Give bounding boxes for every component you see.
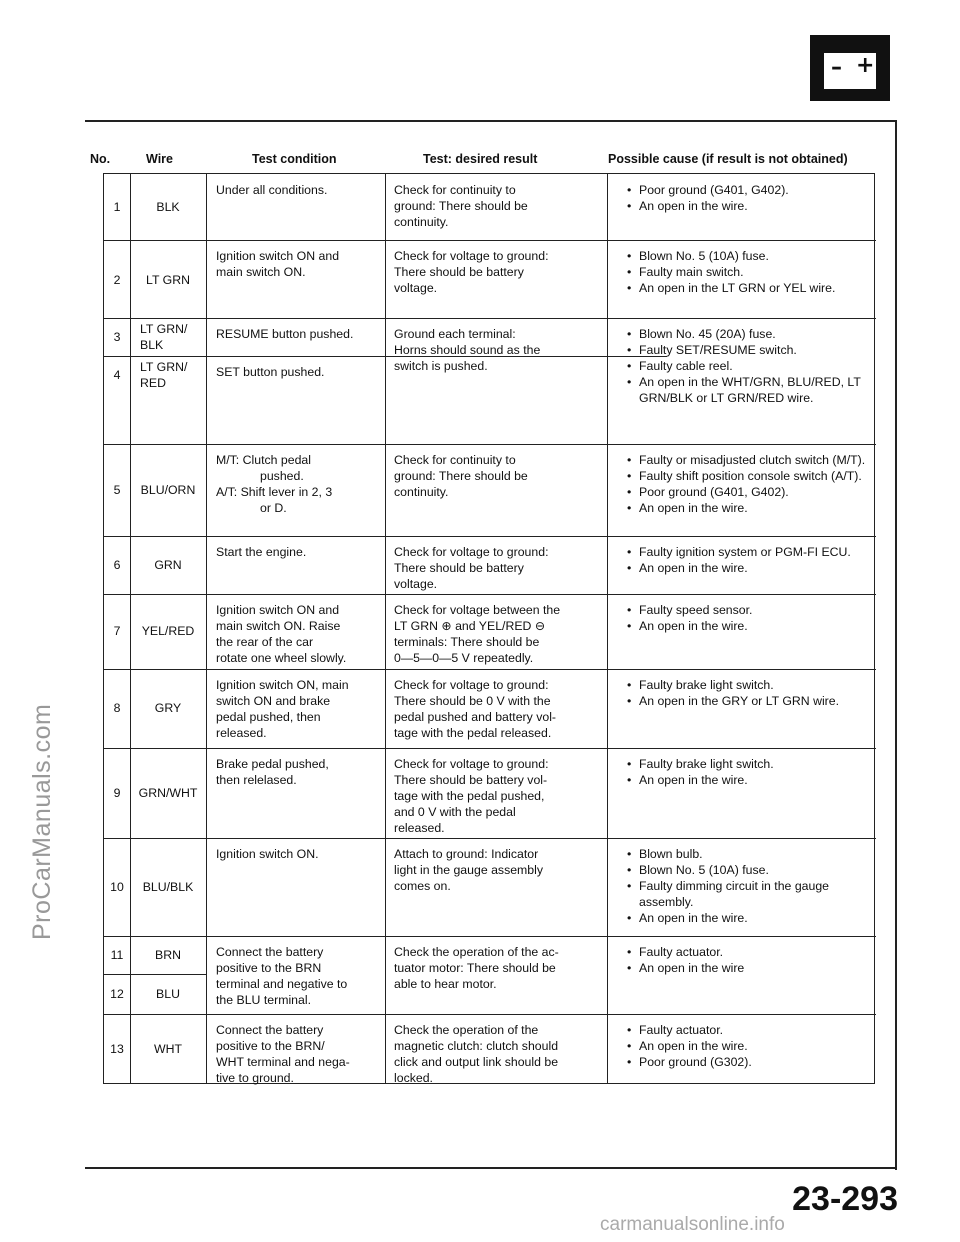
possible-cause-item: • Faulty brake light switch. xyxy=(627,756,869,772)
possible-cause-list xyxy=(627,602,869,634)
desired-result-line: light in the gauge assembly xyxy=(394,863,544,877)
wire-color: BLU/BLK xyxy=(142,880,194,894)
test-condition-line: released. xyxy=(216,726,267,740)
desired-result-line: Check for voltage to ground: xyxy=(394,757,549,771)
battery-icon xyxy=(810,35,890,101)
battery-plus-symbol: + xyxy=(856,53,875,78)
desired-result-line: There should be battery vol- xyxy=(394,773,548,787)
possible-cause-list xyxy=(627,846,869,926)
test-condition-line: positive to the BRN xyxy=(216,961,322,975)
test-condition-line: terminal and negative to xyxy=(216,977,348,991)
test-condition xyxy=(216,677,380,741)
wire-color: GRN/WHT xyxy=(138,786,198,800)
desired-result-line: Check the operation of the ac- xyxy=(394,945,559,959)
wire-color xyxy=(140,321,210,353)
desired-result xyxy=(394,182,603,230)
possible-cause-item: • An open in the LT GRN or YEL wire. xyxy=(627,280,869,296)
battery-minus-symbol: – xyxy=(831,55,842,80)
row-number: 10 xyxy=(110,880,124,894)
desired-result-line: and 0 V with the pedal xyxy=(394,805,516,819)
possible-cause xyxy=(627,1022,869,1070)
test-condition-line: or D. xyxy=(260,501,287,515)
desired-result-line: ground: There should be xyxy=(394,469,528,483)
possible-cause-item: • Faulty SET/RESUME switch. xyxy=(627,342,869,358)
header-wire: Wire xyxy=(146,152,173,166)
battery-face xyxy=(824,53,876,89)
row-divider xyxy=(104,318,876,319)
desired-result xyxy=(394,1022,603,1086)
test-condition-line: then relelased. xyxy=(216,773,297,787)
test-condition-line: M/T: Clutch pedal xyxy=(216,453,312,467)
desired-result-line: Check for continuity to xyxy=(394,453,516,467)
row-divider xyxy=(104,444,876,445)
row-number: 4 xyxy=(113,368,121,382)
row-divider xyxy=(104,748,876,749)
possible-cause-list xyxy=(627,756,869,788)
possible-cause-item: • Faulty speed sensor. xyxy=(627,602,869,618)
possible-cause-item: • Blown No. 5 (10A) fuse. xyxy=(627,248,869,264)
wire-color: BLU xyxy=(156,987,180,1001)
row-divider xyxy=(104,1014,876,1015)
test-condition xyxy=(216,756,380,788)
row-number: 2 xyxy=(113,273,121,287)
desired-result-line: magnetic clutch: clutch should xyxy=(394,1039,559,1053)
test-condition-line: Under all conditions. xyxy=(216,183,328,197)
possible-cause-item: • Faulty or misadjusted clutch switch (M/T). xyxy=(627,452,869,468)
possible-cause xyxy=(627,944,869,976)
row-number: 7 xyxy=(113,624,121,638)
possible-cause xyxy=(627,602,869,634)
possible-cause-item: • Blown bulb. xyxy=(627,846,869,862)
desired-result xyxy=(394,756,603,836)
possible-cause xyxy=(627,452,869,516)
possible-cause-item: • Blown No. 45 (20A) fuse. xyxy=(627,326,869,342)
desired-result-line: comes on. xyxy=(394,879,451,893)
desired-result-line: LT GRN ⊕ and YEL/RED ⊖ xyxy=(394,619,546,633)
row-divider xyxy=(104,936,876,937)
possible-cause xyxy=(627,846,869,926)
test-condition-line: the BLU terminal. xyxy=(216,993,312,1007)
desired-result-line: continuity. xyxy=(394,215,449,229)
desired-result-line: locked. xyxy=(394,1071,433,1085)
row-number: 8 xyxy=(113,701,121,715)
wire-color: BLU/ORN xyxy=(140,483,196,497)
desired-result-line: Check for voltage between the xyxy=(394,603,561,617)
desired-result-line: There should be battery xyxy=(394,265,524,279)
test-condition-line: pushed. xyxy=(260,469,304,483)
desired-result-line: released. xyxy=(394,821,445,835)
page-number: 23-293 xyxy=(792,1180,898,1218)
wire-color: LT GRN xyxy=(146,273,190,287)
possible-cause-item: • Faulty main switch. xyxy=(627,264,869,280)
desired-result-line: tuator motor: There should be xyxy=(394,961,556,975)
test-condition-line: tive to ground. xyxy=(216,1071,294,1085)
possible-cause-list xyxy=(627,677,869,709)
test-condition-line: Start the engine. xyxy=(216,545,307,559)
wire-color-line: RED xyxy=(140,376,166,390)
row-divider xyxy=(104,356,385,357)
possible-cause-item: • Poor ground (G401, G402). xyxy=(627,182,869,198)
desired-result-line: Check for voltage to ground: xyxy=(394,249,549,263)
wire-color: GRN xyxy=(154,558,182,572)
possible-cause-item: • Faulty cable reel. xyxy=(627,358,869,374)
desired-result xyxy=(394,846,603,894)
test-condition-line: Connect the battery xyxy=(216,1023,324,1037)
desired-result xyxy=(394,452,603,500)
frame-bottom-rule xyxy=(85,1167,897,1169)
side-watermark: ProCarManuals.com xyxy=(28,703,56,940)
header-desired-result: Test: desired result xyxy=(423,152,538,166)
desired-result xyxy=(394,677,603,741)
test-condition-line: pedal pushed, then xyxy=(216,710,321,724)
possible-cause-item: • Faulty ignition system or PGM-FI ECU. xyxy=(627,544,869,560)
test-condition xyxy=(216,326,380,342)
possible-cause-list xyxy=(627,544,869,576)
possible-cause-item: • Faulty shift position console switch (A/T). xyxy=(627,468,869,484)
desired-result-line: Horns should sound as the xyxy=(394,343,541,357)
possible-cause-item: • Faulty dimming circuit in the gauge assembly. xyxy=(627,878,869,910)
column-divider xyxy=(206,174,207,1083)
test-condition-line: A/T: Shift lever in 2, 3 xyxy=(216,485,333,499)
possible-cause xyxy=(627,544,869,576)
test-condition-line: rotate one wheel slowly. xyxy=(216,651,347,665)
desired-result-line: tage with the pedal released. xyxy=(394,726,552,740)
possible-cause-list xyxy=(627,248,869,296)
desired-result-line: Check for voltage to ground: xyxy=(394,678,549,692)
row-divider xyxy=(104,838,876,839)
possible-cause-item: • Faulty actuator. xyxy=(627,944,869,960)
test-condition-line: Connect the battery xyxy=(216,945,324,959)
desired-result-line: Check for continuity to xyxy=(394,183,516,197)
test-condition-line: switch ON and brake xyxy=(216,694,331,708)
test-condition-line: main switch ON. Raise xyxy=(216,619,341,633)
test-condition-line: Ignition switch ON, main xyxy=(216,678,349,692)
row-number: 13 xyxy=(110,1042,124,1056)
row-number: 11 xyxy=(110,948,124,962)
test-condition-line: Ignition switch ON and xyxy=(216,603,340,617)
desired-result-line: click and output link should be xyxy=(394,1055,559,1069)
desired-result xyxy=(394,544,603,592)
test-condition-line: SET button pushed. xyxy=(216,365,325,379)
wire-color: GRY xyxy=(154,701,182,715)
desired-result xyxy=(394,602,603,666)
possible-cause-item: • An open in the wire xyxy=(627,960,869,976)
test-condition xyxy=(216,364,380,380)
possible-cause-item: • An open in the wire. xyxy=(627,560,869,576)
header-no: No. xyxy=(90,152,111,166)
wire-color-line: LT GRN/ xyxy=(140,322,188,336)
test-condition-line: RESUME button pushed. xyxy=(216,327,354,341)
desired-result-line: There should be 0 V with the xyxy=(394,694,551,708)
possible-cause-list xyxy=(627,944,869,976)
possible-cause-item: • An open in the WHT/GRN, BLU/RED, LT GRN/BLK or LT GRN/RED wire. xyxy=(627,374,869,406)
frame-right-rule xyxy=(895,120,897,1170)
test-condition-line: main switch ON. xyxy=(216,265,306,279)
possible-cause-item: • Faulty brake light switch. xyxy=(627,677,869,693)
desired-result-line: voltage. xyxy=(394,577,438,591)
test-condition-line: Ignition switch ON. xyxy=(216,847,319,861)
wire-color: BRN xyxy=(155,948,181,962)
possible-cause-item: • Poor ground (G302). xyxy=(627,1054,869,1070)
bottom-watermark: carmanualsonline.info xyxy=(600,1214,785,1235)
column-divider xyxy=(385,174,386,1083)
possible-cause-item: • An open in the wire. xyxy=(627,910,869,926)
row-divider xyxy=(104,536,876,537)
test-condition xyxy=(216,602,380,666)
test-condition xyxy=(216,1022,380,1086)
possible-cause-item: • Blown No. 5 (10A) fuse. xyxy=(627,862,869,878)
desired-result-line: able to hear motor. xyxy=(394,977,497,991)
possible-cause-item: • An open in the wire. xyxy=(627,772,869,788)
desired-result xyxy=(394,326,603,374)
desired-result xyxy=(394,248,603,296)
possible-cause-list xyxy=(627,326,869,406)
desired-result-line: voltage. xyxy=(394,281,438,295)
possible-cause-item: • An open in the wire. xyxy=(627,618,869,634)
row-divider xyxy=(104,974,206,975)
possible-cause xyxy=(627,182,869,214)
test-condition-line: Ignition switch ON and xyxy=(216,249,340,263)
desired-result-line: Check the operation of the xyxy=(394,1023,539,1037)
row-number: 9 xyxy=(113,786,121,800)
desired-result-line: Attach to ground: Indicator xyxy=(394,847,539,861)
desired-result-line: terminals: There should be xyxy=(394,635,540,649)
row-number: 6 xyxy=(113,558,121,572)
row-divider xyxy=(104,240,876,241)
possible-cause xyxy=(627,677,869,709)
row-number: 5 xyxy=(113,483,121,497)
possible-cause-list xyxy=(627,1022,869,1070)
row-divider xyxy=(104,594,876,595)
desired-result-line: pedal pushed and battery vol- xyxy=(394,710,557,724)
possible-cause-item: • Poor ground (G401, G402). xyxy=(627,484,869,500)
test-table xyxy=(103,173,875,1084)
possible-cause-item: • An open in the GRY or LT GRN wire. xyxy=(627,693,869,709)
wire-color xyxy=(140,359,210,391)
desired-result-line: Ground each terminal: xyxy=(394,327,516,341)
test-condition-line: WHT terminal and nega- xyxy=(216,1055,350,1069)
row-number: 1 xyxy=(113,200,121,214)
test-condition xyxy=(216,452,380,516)
possible-cause-list xyxy=(627,452,869,516)
possible-cause-item: • Faulty actuator. xyxy=(627,1022,869,1038)
battery-terminal-right xyxy=(864,45,874,53)
wire-color: WHT xyxy=(154,1042,182,1056)
wire-color: BLK xyxy=(156,200,180,214)
row-number: 3 xyxy=(113,330,121,344)
possible-cause xyxy=(627,326,869,406)
header-test-condition: Test condition xyxy=(252,152,337,166)
desired-result-line: switch is pushed. xyxy=(394,359,488,373)
frame-top-rule xyxy=(85,120,897,122)
test-condition-line: the rear of the car xyxy=(216,635,314,649)
test-condition-line: positive to the BRN/ xyxy=(216,1039,325,1053)
desired-result-line: Check for voltage to ground: xyxy=(394,545,549,559)
battery-terminal-left xyxy=(826,45,836,53)
desired-result-line: continuity. xyxy=(394,485,449,499)
wire-color: YEL/RED xyxy=(141,624,195,638)
test-condition xyxy=(216,544,380,560)
desired-result-line: ground: There should be xyxy=(394,199,528,213)
row-divider xyxy=(104,669,876,670)
desired-result xyxy=(394,944,603,992)
column-divider xyxy=(607,174,608,1083)
desired-result-line: There should be battery xyxy=(394,561,524,575)
possible-cause xyxy=(627,756,869,788)
possible-cause xyxy=(627,248,869,296)
test-condition xyxy=(216,846,380,862)
wire-color-line: BLK xyxy=(140,338,164,352)
test-condition-line: Brake pedal pushed, xyxy=(216,757,329,771)
possible-cause-list xyxy=(627,182,869,214)
wire-color-line: LT GRN/ xyxy=(140,360,188,374)
desired-result-line: tage with the pedal pushed, xyxy=(394,789,545,803)
row-number: 12 xyxy=(110,987,124,1001)
test-condition xyxy=(216,944,380,1008)
desired-result-line: 0—5—0—5 V repeatedly. xyxy=(394,651,534,665)
test-condition xyxy=(216,248,380,280)
possible-cause-item: • An open in the wire. xyxy=(627,1038,869,1054)
possible-cause-item: • An open in the wire. xyxy=(627,198,869,214)
possible-cause-item: • An open in the wire. xyxy=(627,500,869,516)
header-possible-cause: Possible cause (if result is not obtained) xyxy=(608,152,848,166)
test-condition xyxy=(216,182,380,198)
